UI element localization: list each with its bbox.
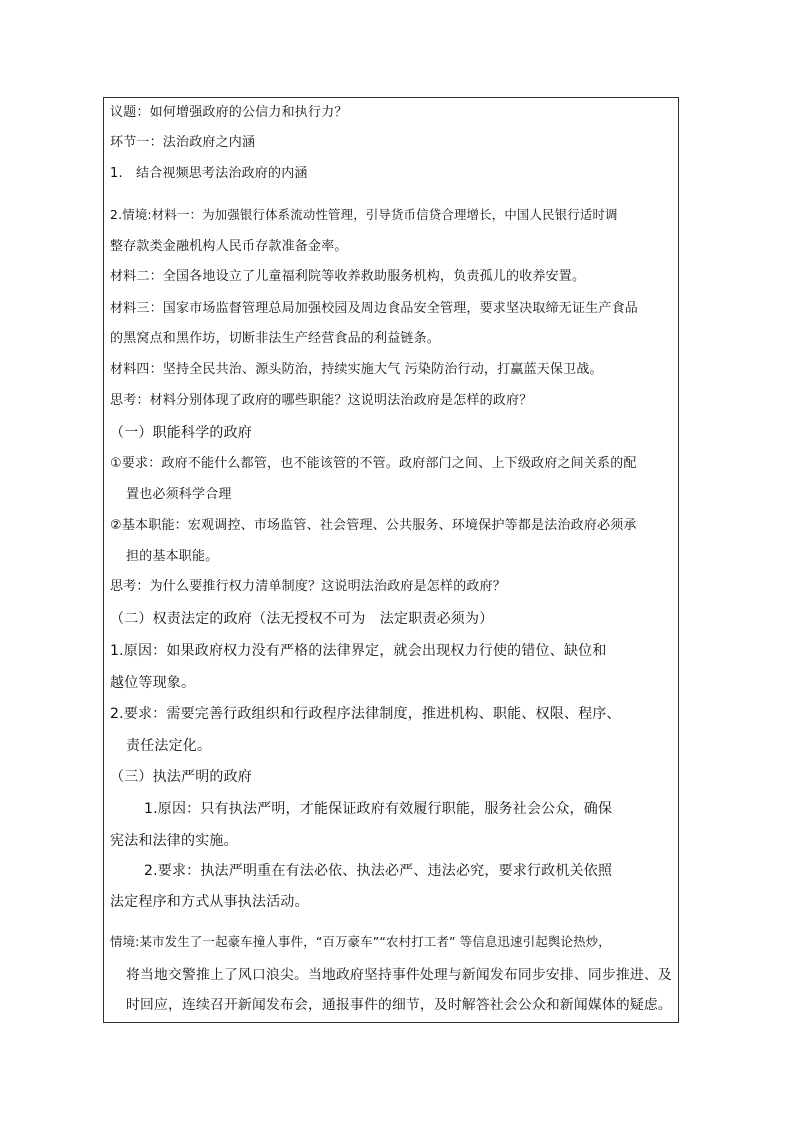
scenario-line: 将当地交警推上了风口浪尖。当地政府坚持事件处理与新闻发布同步安排、同步推进、及 (126, 967, 672, 983)
text-line: 法定程序和方式从事执法活动。 (110, 894, 309, 910)
scenario-line: 时回应，连续召开新闻发布会，通报事件的细节，及时解答社会公众和新闻媒体的疑虑。 (126, 997, 672, 1013)
text-line: 责任法定化。 (126, 738, 212, 754)
text-line: 1. 结合视频思考法治政府的内涵 (110, 166, 308, 181)
text-line: 1.原因：如果政府权力没有严格的法律界定，就会出现权力行使的错位、缺位和 (110, 643, 607, 659)
text-line: 材料四：坚持全民共治、源头防治，持续实施大气 污染防治行动，打赢蓝天保卫战。 (110, 362, 603, 377)
text-line: 置也必须科学合理 (126, 487, 232, 502)
question-line: 思考：材料分别体现了政府的哪些职能？这说明法治政府是怎样的政府？ (110, 393, 533, 408)
text-line: 2.情境:材料一：为加强银行体系流动性管理，引导货币信贷合理增长，中国人民银行适时调 (110, 207, 618, 222)
topic-line: 议题：如何增强政府的公信力和执行力？ (110, 105, 348, 120)
text-line: 1.原因：只有执法严明，才能保证政府有效履行职能，服务社会公众，确保 (144, 801, 613, 817)
text-line: 整存款类金融机构人民币存款准备金率。 (110, 239, 348, 254)
section-heading: 环节一：法治政府之内涵 (110, 135, 256, 150)
text-line: 材料二：全国各地设立了儿童福利院等收养救助服务机构，负责孤儿的收养安置。 (110, 269, 586, 284)
question-line: 思考：为什么要推行权力清单制度？这说明法治政府是怎样的政府？ (110, 579, 507, 594)
subsection-heading: （一）职能科学的政府 (110, 425, 252, 441)
text-line: 越位等现象。 (110, 675, 196, 691)
text-line: 材料三：国家市场监督管理总局加强校园及周边食品安全管理，要求坚决取缔无证生产食品 (110, 301, 639, 316)
text-line: 宪法和法律的实施。 (110, 833, 238, 849)
content-table-cell (103, 97, 679, 1023)
text-line: 的黑窝点和黑作坊，切断非法生产经营食品的利益链条。 (110, 331, 441, 346)
text-line: 2.要求：需要完善行政组织和行政程序法律制度，推进机构、职能、权限、程序、 (110, 706, 621, 722)
scenario-line: 情境:某市发生了一起豪车撞人事件，“百万豪车”“农村打工者” 等信息迅速引起舆论热炒， (110, 934, 611, 949)
subsection-heading: （三）执法严明的政府 (110, 769, 252, 785)
text-line: 担的基本职能。 (126, 549, 219, 564)
text-line: ①要求：政府不能什么都管，也不能该管的不管。政府部门之间、上下级政府之间关系的配 (110, 456, 637, 471)
text-line: 2.要求：执法严明重在有法必依、执法必严、违法必究，要求行政机关依照 (144, 863, 613, 879)
subsection-heading: （二）权责法定的政府（法无授权不可为 法定职责必须为） (110, 611, 494, 627)
text-line: ②基本职能：宏观调控、市场监管、社会管理、公共服务、环境保护等都是法治政府必须承 (110, 518, 637, 533)
